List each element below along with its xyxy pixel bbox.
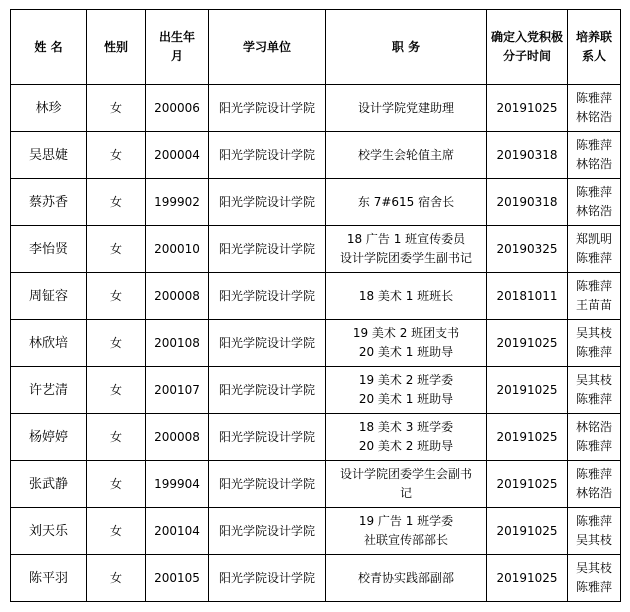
cell-birth: 200004 xyxy=(146,132,209,179)
position-line: 东 7#615 宿舍长 xyxy=(357,194,455,209)
contact-name: 陈雅萍 xyxy=(575,439,612,453)
cell-birth: 200006 xyxy=(146,85,209,132)
contact-name: 吴其枝 xyxy=(575,373,612,387)
cell-gender: 女 xyxy=(87,367,146,414)
cell-birth: 200010 xyxy=(146,226,209,273)
cell-contact xyxy=(568,226,621,273)
table-row xyxy=(11,414,621,461)
cell-contact xyxy=(568,179,621,226)
cell-contact xyxy=(568,414,621,461)
contact-name: 陈雅萍 xyxy=(575,514,612,528)
cell-gender: 女 xyxy=(87,414,146,461)
cell-position xyxy=(326,179,487,226)
contact-name: 林铭浩 xyxy=(575,486,612,500)
cell-birth: 200104 xyxy=(146,508,209,555)
table-row xyxy=(11,85,621,132)
table-row xyxy=(11,132,621,179)
cell-unit: 阳光学院设计学院 xyxy=(209,85,326,132)
cell-unit: 阳光学院设计学院 xyxy=(209,320,326,367)
table-row xyxy=(11,555,621,602)
cell-contact xyxy=(568,132,621,179)
cell-birth: 200108 xyxy=(146,320,209,367)
cell-name: 杨婷婷 xyxy=(11,414,87,461)
table-row xyxy=(11,367,621,414)
position-line: 19 美术 2 班团支书 xyxy=(352,326,460,340)
header-date: 确定入党积极分子时间 xyxy=(487,10,568,85)
position-line: 20 美术 2 班助导 xyxy=(358,439,454,453)
cell-position xyxy=(326,226,487,273)
cell-date: 20191025 xyxy=(487,414,568,461)
contact-name: 陈雅萍 xyxy=(575,345,612,359)
cell-date: 20191025 xyxy=(487,367,568,414)
cell-name: 许艺清 xyxy=(11,367,87,414)
header-row xyxy=(11,10,621,85)
contact-name: 林铭浩 xyxy=(575,157,612,171)
header-contact: 培养联系人 xyxy=(568,10,621,85)
cell-position xyxy=(326,414,487,461)
contact-name: 吴其枝 xyxy=(575,326,612,340)
cell-date: 20191025 xyxy=(487,461,568,508)
cell-date: 20191025 xyxy=(487,85,568,132)
cell-position xyxy=(326,555,487,602)
contact-name: 陈雅萍 xyxy=(575,392,612,406)
cell-date: 20191025 xyxy=(487,320,568,367)
cell-contact xyxy=(568,320,621,367)
contact-name: 陈雅萍 xyxy=(575,251,612,265)
position-line: 社联宣传部部长 xyxy=(363,533,448,547)
table-row xyxy=(11,461,621,508)
activists-table xyxy=(10,9,621,602)
position-line: 校学生会轮值主席 xyxy=(357,147,454,162)
cell-gender: 女 xyxy=(87,273,146,320)
cell-date: 20190318 xyxy=(487,132,568,179)
contact-name: 王苗苗 xyxy=(575,298,612,312)
header-gender: 性别 xyxy=(87,10,146,85)
contact-name: 陈雅萍 xyxy=(575,467,612,481)
cell-contact xyxy=(568,508,621,555)
cell-date: 20191025 xyxy=(487,508,568,555)
cell-unit: 阳光学院设计学院 xyxy=(209,132,326,179)
cell-contact xyxy=(568,273,621,320)
contact-name: 吴其枝 xyxy=(575,533,612,547)
cell-date: 20190325 xyxy=(487,226,568,273)
table-row xyxy=(11,508,621,555)
position-line: 设计学院团委学生会副书 xyxy=(339,467,472,481)
cell-position xyxy=(326,132,487,179)
cell-gender: 女 xyxy=(87,508,146,555)
cell-birth: 200107 xyxy=(146,367,209,414)
cell-date: 20181011 xyxy=(487,273,568,320)
position-line: 18 美术 1 班班长 xyxy=(358,288,454,303)
cell-position xyxy=(326,320,487,367)
cell-unit: 阳光学院设计学院 xyxy=(209,226,326,273)
cell-unit: 阳光学院设计学院 xyxy=(209,179,326,226)
table-row xyxy=(11,226,621,273)
cell-contact xyxy=(568,85,621,132)
cell-name: 陈平羽 xyxy=(11,555,87,602)
cell-unit: 阳光学院设计学院 xyxy=(209,508,326,555)
cell-date: 20190318 xyxy=(487,179,568,226)
contact-name: 林铭浩 xyxy=(575,420,612,434)
cell-unit: 阳光学院设计学院 xyxy=(209,414,326,461)
cell-unit: 阳光学院设计学院 xyxy=(209,555,326,602)
position-line: 记 xyxy=(399,486,412,500)
contact-name: 郑凯明 xyxy=(575,232,612,246)
cell-position xyxy=(326,508,487,555)
cell-gender: 女 xyxy=(87,226,146,273)
cell-contact xyxy=(568,555,621,602)
position-line: 18 美术 3 班学委 xyxy=(358,420,454,434)
cell-name: 林珍 xyxy=(11,85,87,132)
cell-name: 刘天乐 xyxy=(11,508,87,555)
cell-gender: 女 xyxy=(87,320,146,367)
cell-gender: 女 xyxy=(87,179,146,226)
header-name: 姓 名 xyxy=(11,10,87,85)
header-birth: 出生年月 xyxy=(146,10,209,85)
cell-birth: 199902 xyxy=(146,179,209,226)
cell-position xyxy=(326,273,487,320)
contact-name: 陈雅萍 xyxy=(575,185,612,199)
table-row xyxy=(11,179,621,226)
table-row xyxy=(11,320,621,367)
cell-name: 吴思婕 xyxy=(11,132,87,179)
contact-name: 吴其枝 xyxy=(575,561,612,575)
table-row xyxy=(11,273,621,320)
cell-gender: 女 xyxy=(87,461,146,508)
contact-name: 陈雅萍 xyxy=(575,138,612,152)
cell-position xyxy=(326,367,487,414)
contact-name: 陈雅萍 xyxy=(575,279,612,293)
header-position: 职 务 xyxy=(326,10,487,85)
position-line: 18 广告 1 班宣传委员 xyxy=(346,232,466,246)
cell-date: 20191025 xyxy=(487,555,568,602)
cell-position xyxy=(326,461,487,508)
cell-gender: 女 xyxy=(87,132,146,179)
position-line: 设计学院党建助理 xyxy=(357,100,454,115)
cell-name: 张武静 xyxy=(11,461,87,508)
position-line: 校青协实践部副部 xyxy=(357,570,454,585)
position-line: 20 美术 1 班助导 xyxy=(358,345,454,359)
cell-birth: 200008 xyxy=(146,414,209,461)
position-line: 设计学院团委学生副书记 xyxy=(339,251,472,265)
position-line: 19 美术 2 班学委 xyxy=(358,373,454,387)
cell-contact xyxy=(568,461,621,508)
cell-birth: 199904 xyxy=(146,461,209,508)
cell-position xyxy=(326,85,487,132)
cell-name: 蔡苏香 xyxy=(11,179,87,226)
cell-name: 周钲容 xyxy=(11,273,87,320)
position-line: 19 广告 1 班学委 xyxy=(358,514,454,528)
cell-birth: 200105 xyxy=(146,555,209,602)
contact-name: 林铭浩 xyxy=(575,110,612,124)
cell-gender: 女 xyxy=(87,555,146,602)
cell-gender: 女 xyxy=(87,85,146,132)
contact-name: 陈雅萍 xyxy=(575,580,612,594)
cell-name: 李怡贤 xyxy=(11,226,87,273)
contact-name: 林铭浩 xyxy=(575,204,612,218)
cell-unit: 阳光学院设计学院 xyxy=(209,461,326,508)
contact-name: 陈雅萍 xyxy=(575,91,612,105)
cell-unit: 阳光学院设计学院 xyxy=(209,273,326,320)
cell-birth: 200008 xyxy=(146,273,209,320)
header-unit: 学习单位 xyxy=(209,10,326,85)
cell-unit: 阳光学院设计学院 xyxy=(209,367,326,414)
cell-contact xyxy=(568,367,621,414)
position-line: 20 美术 1 班助导 xyxy=(358,392,454,406)
cell-name: 林欣培 xyxy=(11,320,87,367)
